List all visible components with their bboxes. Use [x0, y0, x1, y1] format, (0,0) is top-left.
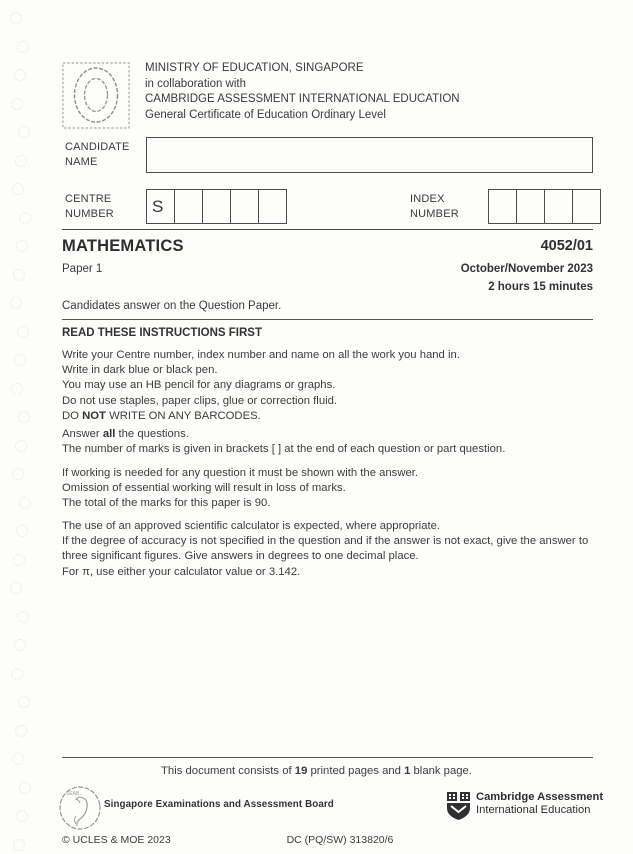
centre-number-label: CENTRE NUMBER — [65, 193, 114, 220]
scan-speck — [18, 696, 30, 708]
header-text-block — [145, 61, 460, 123]
instruction-line: If working is needed for any question it must be shown with the answer. — [62, 467, 419, 479]
o-level-logo-icon — [62, 62, 130, 134]
instruction-line: Answer all the questions. — [62, 428, 189, 440]
cambridge-logo-text — [476, 791, 603, 826]
paper-number: Paper 1 — [62, 263, 103, 275]
exam-session: October/November 2023 — [460, 263, 593, 275]
centre-number-cell[interactable] — [202, 190, 230, 223]
seab-board-name: Singapore Examinations and Assessment Board — [104, 799, 334, 810]
scan-speck — [14, 354, 26, 366]
scan-speck — [19, 497, 31, 509]
cambridge-line: CAMBRIDGE ASSESSMENT INTERNATIONAL EDUCATION — [145, 93, 460, 106]
scan-speck — [15, 155, 27, 167]
candidate-name-label: CANDIDATE NAME — [65, 141, 130, 168]
scan-speck — [10, 12, 22, 24]
copyright-line: © UCLES & MOE 2023 — [62, 834, 171, 846]
scan-speck — [15, 725, 27, 737]
scan-speck — [19, 782, 31, 794]
divider-rule — [62, 229, 593, 230]
svg-text:SEAB: SEAB — [66, 791, 80, 797]
divider-rule — [62, 757, 593, 758]
instruction-line: The number of marks is given in brackets [ ] at the end of each question or part question. — [62, 443, 506, 456]
scan-artifacts — [0, 0, 40, 854]
scan-speck — [17, 41, 29, 53]
index-number-cell[interactable] — [516, 190, 544, 223]
scan-speck — [16, 525, 28, 537]
scan-speck — [14, 69, 26, 81]
index-number-cell[interactable] — [489, 190, 516, 223]
scan-speck — [12, 468, 24, 480]
seab-logo-icon — [58, 784, 102, 836]
scan-speck — [11, 98, 23, 110]
cambridge-shield-icon — [446, 791, 471, 826]
instruction-line: Write your Centre number, index number and name on all the work you hand in. — [62, 349, 460, 361]
cambridge-logo-block — [446, 791, 603, 826]
scan-speck — [12, 183, 24, 195]
scan-speck — [13, 269, 25, 281]
index-number-cell[interactable] — [544, 190, 572, 223]
scan-speck — [10, 582, 22, 594]
candidate-name-field[interactable] — [146, 137, 593, 173]
scan-speck — [10, 297, 22, 309]
instruction-line: For π, use either your calculator value or 3.142. — [62, 565, 301, 578]
divider-rule — [62, 319, 593, 320]
scan-speck — [13, 554, 25, 566]
instructions-block-3 — [62, 466, 593, 512]
instruction-line: You may use an HB pencil for any diagrams or graphs. — [62, 379, 336, 392]
scan-speck — [14, 639, 26, 651]
instructions-block-4 — [62, 519, 593, 580]
answer-note: Candidates answer on the Question Paper. — [62, 300, 282, 312]
instructions-block-1 — [62, 348, 593, 424]
centre-number-grid[interactable] — [146, 189, 287, 224]
cambridge-name-line1: Cambridge Assessment — [476, 791, 604, 803]
index-number-grid[interactable] — [488, 189, 601, 224]
centre-number-cell[interactable] — [258, 190, 286, 223]
instructions-block-2 — [62, 427, 593, 457]
centre-number-cell[interactable] — [230, 190, 258, 223]
scan-speck — [11, 668, 23, 680]
instruction-line: three significant figures. Give answers in degrees to one decimal place. — [62, 550, 419, 563]
instruction-line: DO NOT WRITE ON ANY BARCODES. — [62, 409, 261, 422]
instruction-line: Do not use staples, paper clips, glue or correction fluid. — [62, 394, 338, 407]
scan-speck — [18, 411, 30, 423]
index-number-cell[interactable] — [572, 190, 600, 223]
scan-speck — [18, 126, 30, 138]
ministry-line: MINISTRY OF EDUCATION, SINGAPORE — [145, 62, 364, 74]
scan-speck — [13, 839, 25, 851]
instructions-heading: READ THESE INSTRUCTIONS FIRST — [62, 327, 262, 339]
paper-code: 4052/01 — [540, 238, 593, 254]
instruction-line: Write in dark blue or black pen. — [62, 364, 218, 377]
collab-line: in collaboration with — [145, 77, 247, 90]
cambridge-name-line2: International Education — [476, 804, 591, 816]
centre-number-cell[interactable] — [174, 190, 202, 223]
scan-speck — [17, 611, 29, 623]
scan-speck — [12, 753, 24, 765]
instruction-line: The total of the marks for this paper is 90. — [62, 497, 271, 510]
instruction-line: The use of an approved scientific calculator is expected, where appropriate. — [62, 520, 441, 532]
scan-speck — [11, 383, 23, 395]
scan-speck — [16, 240, 28, 252]
scan-speck — [16, 810, 28, 822]
centre-number-prefix-cell: S — [152, 196, 164, 216]
scan-speck — [17, 326, 29, 338]
gce-line: General Certificate of Education Ordinary Level — [145, 108, 386, 121]
scan-speck — [15, 440, 27, 452]
document-consists-line: This document consists of 19 printed pages and 1 blank page. — [161, 765, 472, 777]
index-number-label: INDEX NUMBER — [410, 193, 459, 220]
subject-title: MATHEMATICS — [62, 237, 184, 255]
instruction-line: Omission of essential working will result in loss of marks. — [62, 482, 346, 495]
exam-duration: 2 hours 15 minutes — [488, 281, 593, 293]
instruction-line: If the degree of accuracy is not specified in the question and if the answer is not exact, give the answer to — [62, 535, 589, 548]
print-code: DC (PQ/SW) 313820/6 — [286, 834, 394, 846]
scan-speck — [19, 212, 31, 224]
